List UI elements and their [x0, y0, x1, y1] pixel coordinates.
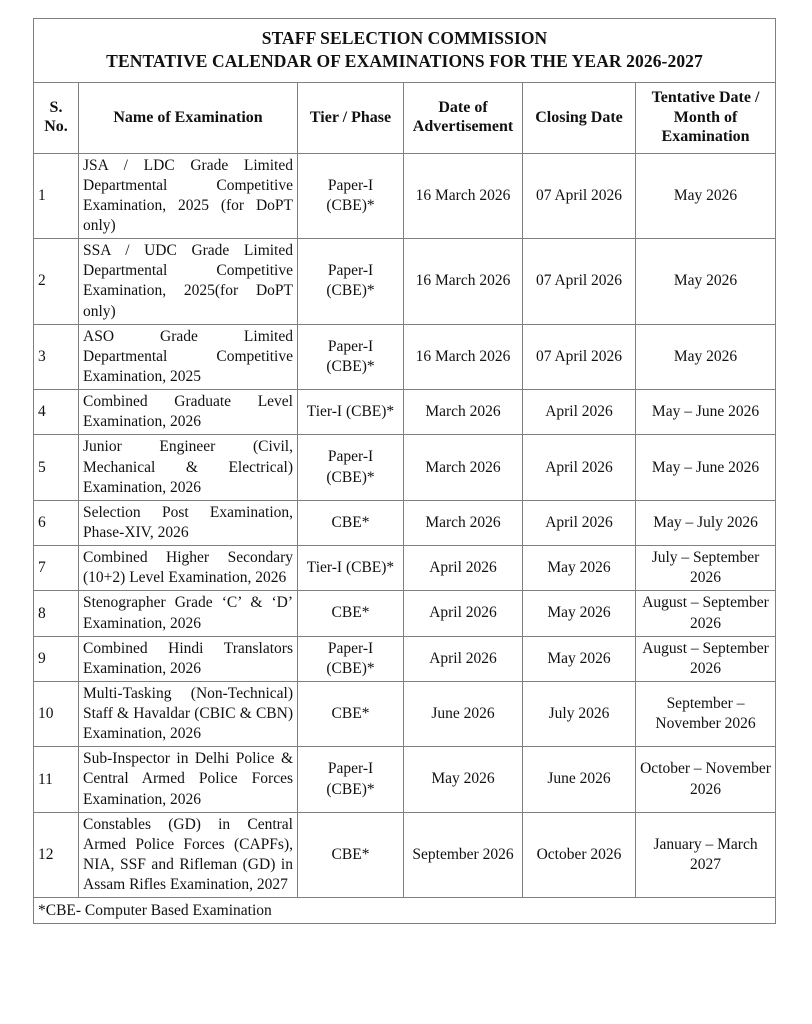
cell-date-of-advertisement: April 2026 — [404, 546, 523, 591]
cell-date-of-advertisement: 16 March 2026 — [404, 153, 523, 239]
cell-serial-number: 5 — [34, 435, 79, 500]
cell-tentative-date: July – September 2026 — [636, 546, 776, 591]
cell-serial-number: 10 — [34, 681, 79, 746]
header-tentative-line-2: Month of — [673, 108, 738, 126]
table-row — [34, 435, 776, 500]
cell-name-of-examination: Constables (GD) in Central Armed Police Forces (CAPFs), NIA, SSF and Rifleman (GD) in Assam Rifles Examination, 2027 — [79, 812, 298, 898]
table-row — [34, 681, 776, 746]
cell-name-of-examination: Combined Hindi Translators Examination, 2026 — [79, 636, 298, 681]
footnote-text: *CBE- Computer Based Examination — [34, 898, 776, 924]
cell-tentative-date: January – March 2027 — [636, 812, 776, 898]
cell-serial-number: 7 — [34, 546, 79, 591]
cell-tier-phase: CBE* — [298, 500, 404, 545]
cell-closing-date: April 2026 — [523, 390, 636, 435]
table-row — [34, 500, 776, 545]
header-tentative-date — [636, 83, 776, 154]
cell-date-of-advertisement: May 2026 — [404, 747, 523, 812]
column-header-row — [34, 83, 776, 154]
cell-tentative-date: August – September 2026 — [636, 636, 776, 681]
cell-closing-date: 07 April 2026 — [523, 324, 636, 389]
table-row — [34, 239, 776, 325]
cell-closing-date: April 2026 — [523, 435, 636, 500]
cell-tier-phase: Tier-I (CBE)* — [298, 546, 404, 591]
table-row — [34, 591, 776, 636]
table-row — [34, 812, 776, 898]
cell-name-of-examination: Sub-Inspector in Delhi Police & Central Armed Police Forces Examination, 2026 — [79, 747, 298, 812]
cell-closing-date: June 2026 — [523, 747, 636, 812]
cell-name-of-examination: ASO Grade Limited Departmental Competitive Examination, 2025 — [79, 324, 298, 389]
cell-closing-date: May 2026 — [523, 591, 636, 636]
header-serial-line-2: No. — [44, 118, 68, 136]
title-line-2: TENTATIVE CALENDAR OF EXAMINATIONS FOR THE YEAR 2026-2027 — [106, 51, 703, 71]
cell-tentative-date: August – September 2026 — [636, 591, 776, 636]
header-serial-number — [34, 83, 79, 154]
cell-tier-phase: Tier-I (CBE)* — [298, 390, 404, 435]
table-row — [34, 747, 776, 812]
cell-name-of-examination: Combined Higher Secondary (10+2) Level Examination, 2026 — [79, 546, 298, 591]
header-advertisement-line-2: Advertisement — [412, 118, 514, 136]
table-row — [34, 390, 776, 435]
table-head — [34, 19, 776, 154]
cell-name-of-examination: Junior Engineer (Civil, Mechanical & Electrical) Examination, 2026 — [79, 435, 298, 500]
cell-serial-number: 3 — [34, 324, 79, 389]
cell-tentative-date: May – June 2026 — [636, 390, 776, 435]
header-tentative-line-1: Tentative Date / — [651, 89, 760, 106]
cell-date-of-advertisement: April 2026 — [404, 591, 523, 636]
exam-calendar-table — [33, 18, 776, 924]
cell-date-of-advertisement: June 2026 — [404, 681, 523, 746]
cell-tier-phase: Paper-I (CBE)* — [298, 324, 404, 389]
cell-tier-phase: Paper-I (CBE)* — [298, 153, 404, 239]
cell-tier-phase: Paper-I (CBE)* — [298, 239, 404, 325]
header-tentative-line-3: Examination — [661, 128, 750, 146]
cell-name-of-examination: SSA / UDC Grade Limited Departmental Competitive Examination, 2025(for DoPT only) — [79, 239, 298, 325]
cell-date-of-advertisement: 16 March 2026 — [404, 239, 523, 325]
cell-name-of-examination: JSA / LDC Grade Limited Departmental Competitive Examination, 2025 (for DoPT only) — [79, 153, 298, 239]
cell-date-of-advertisement: April 2026 — [404, 636, 523, 681]
table-row — [34, 153, 776, 239]
table-body — [34, 153, 776, 898]
cell-closing-date: April 2026 — [523, 500, 636, 545]
footnote-row — [34, 898, 776, 924]
cell-serial-number: 4 — [34, 390, 79, 435]
cell-date-of-advertisement: March 2026 — [404, 390, 523, 435]
header-serial-line-1: S. — [49, 98, 63, 116]
header-name-of-examination: Name of Examination — [79, 83, 298, 154]
table-row — [34, 324, 776, 389]
table-row — [34, 636, 776, 681]
cell-tier-phase: Paper-I (CBE)* — [298, 636, 404, 681]
cell-serial-number: 2 — [34, 239, 79, 325]
table-row — [34, 546, 776, 591]
title-row — [34, 19, 776, 83]
header-closing-date: Closing Date — [523, 83, 636, 154]
cell-date-of-advertisement: 16 March 2026 — [404, 324, 523, 389]
title-line-1: STAFF SELECTION COMMISSION — [261, 27, 548, 48]
header-date-of-advertisement — [404, 83, 523, 154]
cell-name-of-examination: Stenographer Grade ‘C’ & ‘D’ Examination, 2026 — [79, 591, 298, 636]
cell-serial-number: 12 — [34, 812, 79, 898]
cell-closing-date: May 2026 — [523, 636, 636, 681]
cell-closing-date: July 2026 — [523, 681, 636, 746]
cell-closing-date: 07 April 2026 — [523, 239, 636, 325]
header-advertisement-line-1: Date of — [438, 98, 488, 116]
cell-serial-number: 1 — [34, 153, 79, 239]
cell-closing-date: May 2026 — [523, 546, 636, 591]
cell-closing-date: October 2026 — [523, 812, 636, 898]
cell-tier-phase: Paper-I (CBE)* — [298, 747, 404, 812]
cell-tier-phase: CBE* — [298, 812, 404, 898]
cell-tier-phase: CBE* — [298, 591, 404, 636]
cell-serial-number: 6 — [34, 500, 79, 545]
cell-tentative-date: May – July 2026 — [636, 500, 776, 545]
cell-name-of-examination: Selection Post Examination, Phase-XIV, 2026 — [79, 500, 298, 545]
cell-tier-phase: Paper-I (CBE)* — [298, 435, 404, 500]
cell-tentative-date: May 2026 — [636, 324, 776, 389]
header-tier-phase: Tier / Phase — [298, 83, 404, 154]
table-foot — [34, 898, 776, 924]
cell-closing-date: 07 April 2026 — [523, 153, 636, 239]
cell-serial-number: 9 — [34, 636, 79, 681]
cell-name-of-examination: Multi-Tasking (Non-Technical) Staff & Havaldar (CBIC & CBN) Examination, 2026 — [79, 681, 298, 746]
cell-date-of-advertisement: September 2026 — [404, 812, 523, 898]
cell-tentative-date: May 2026 — [636, 239, 776, 325]
cell-tentative-date: September – November 2026 — [636, 681, 776, 746]
cell-date-of-advertisement: March 2026 — [404, 435, 523, 500]
cell-serial-number: 8 — [34, 591, 79, 636]
cell-name-of-examination: Combined Graduate Level Examination, 2026 — [79, 390, 298, 435]
cell-tentative-date: October – November 2026 — [636, 747, 776, 812]
document-title — [34, 19, 776, 83]
cell-tier-phase: CBE* — [298, 681, 404, 746]
cell-tentative-date: May 2026 — [636, 153, 776, 239]
cell-date-of-advertisement: March 2026 — [404, 500, 523, 545]
cell-serial-number: 11 — [34, 747, 79, 812]
cell-tentative-date: May – June 2026 — [636, 435, 776, 500]
